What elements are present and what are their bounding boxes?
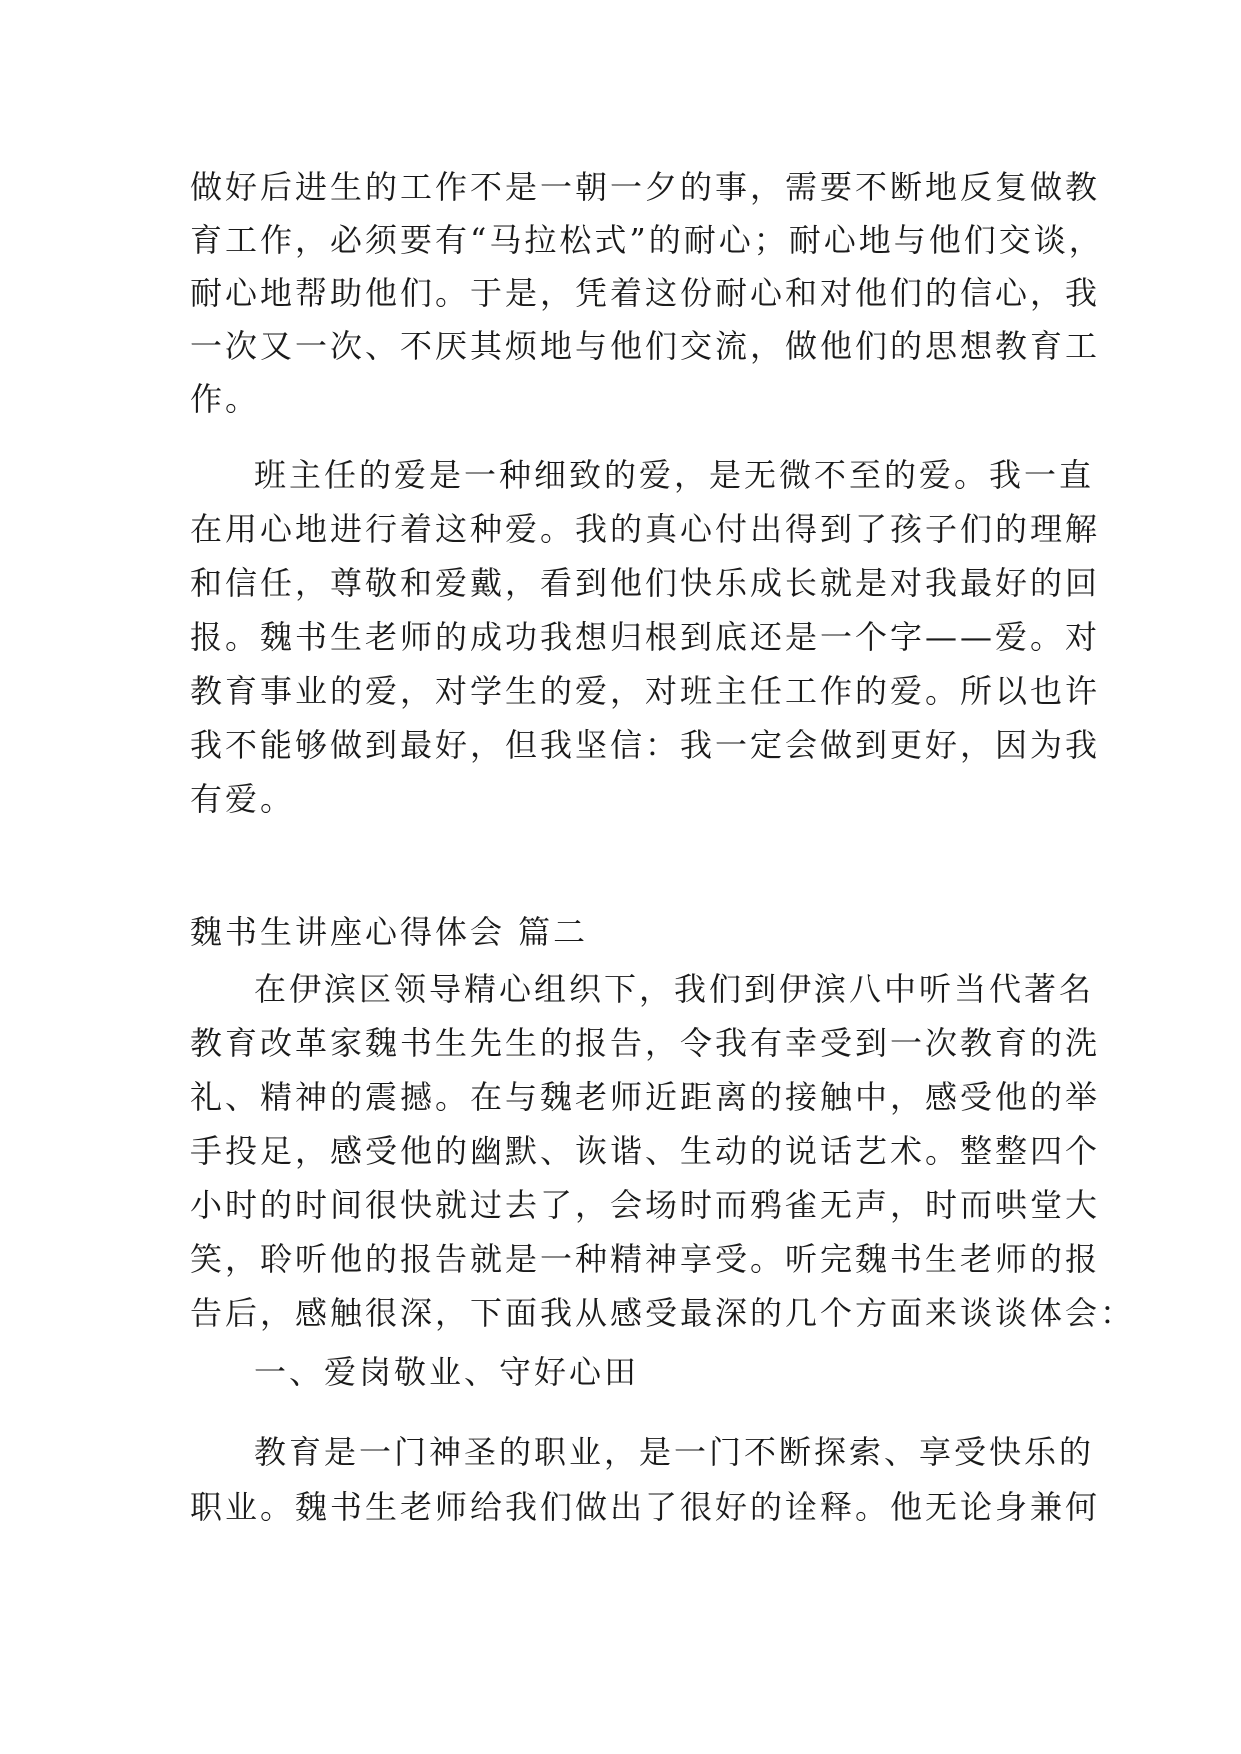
paragraph-line: 职业。魏书生老师给我们做出了很好的诠释。他无论身兼何 bbox=[190, 1488, 1101, 1526]
paragraph-line: 育工作，必须要有“马拉松式”的耐心；耐心地与他们交谈， bbox=[190, 221, 1104, 259]
paragraph-line: 小时的时间很快就过去了，会场时而鸦雀无声，时而哄堂大 bbox=[190, 1186, 1101, 1224]
subheading: 一、爱岗敬业、守好心田 bbox=[254, 1353, 640, 1391]
paragraph-line: 有爱。 bbox=[190, 780, 296, 818]
paragraph-line: 班主任的爱是一种细致的爱，是无微不至的爱。我一直 bbox=[254, 456, 1095, 494]
paragraph-line: 教育改革家魏书生先生的报告，令我有幸受到一次教育的洗 bbox=[190, 1024, 1101, 1062]
paragraph-line: 作。 bbox=[190, 380, 261, 418]
paragraph-line: 在用心地进行着这种爱。我的真心付出得到了孩子们的理解 bbox=[190, 510, 1101, 548]
paragraph-line: 在伊滨区领导精心组织下，我们到伊滨八中听当代著名 bbox=[254, 970, 1095, 1008]
paragraph-line: 教育事业的爱，对学生的爱，对班主任工作的爱。所以也许 bbox=[190, 672, 1101, 710]
paragraph-line: 笑，聆听他的报告就是一种精神享受。听完魏书生老师的报 bbox=[190, 1240, 1101, 1278]
paragraph-line: 报。魏书生老师的成功我想归根到底还是一个字——爱。对 bbox=[190, 618, 1101, 656]
paragraph-line: 我不能够做到最好，但我坚信：我一定会做到更好，因为我 bbox=[190, 726, 1101, 764]
paragraph-line: 礼、精神的震撼。在与魏老师近距离的接触中，感受他的举 bbox=[190, 1078, 1101, 1116]
paragraph-line: 做好后进生的工作不是一朝一夕的事，需要不断地反复做教 bbox=[190, 168, 1101, 206]
paragraph-line: 和信任，尊敬和爱戴，看到他们快乐成长就是对我最好的回 bbox=[190, 564, 1101, 602]
paragraph-line: 耐心地帮助他们。于是，凭着这份耐心和对他们的信心，我 bbox=[190, 274, 1101, 312]
paragraph-line: 告后，感触很深，下面我从感受最深的几个方面来谈谈体会： bbox=[190, 1294, 1136, 1332]
paragraph-line: 教育是一门神圣的职业，是一门不断探索、享受快乐的 bbox=[254, 1433, 1095, 1471]
paragraph-line: 手投足，感受他的幽默、诙谐、生动的说话艺术。整整四个 bbox=[190, 1132, 1101, 1170]
section-heading: 魏书生讲座心得体会 篇二 bbox=[190, 913, 589, 951]
paragraph-line: 一次又一次、不厌其烦地与他们交流，做他们的思想教育工 bbox=[190, 327, 1101, 365]
